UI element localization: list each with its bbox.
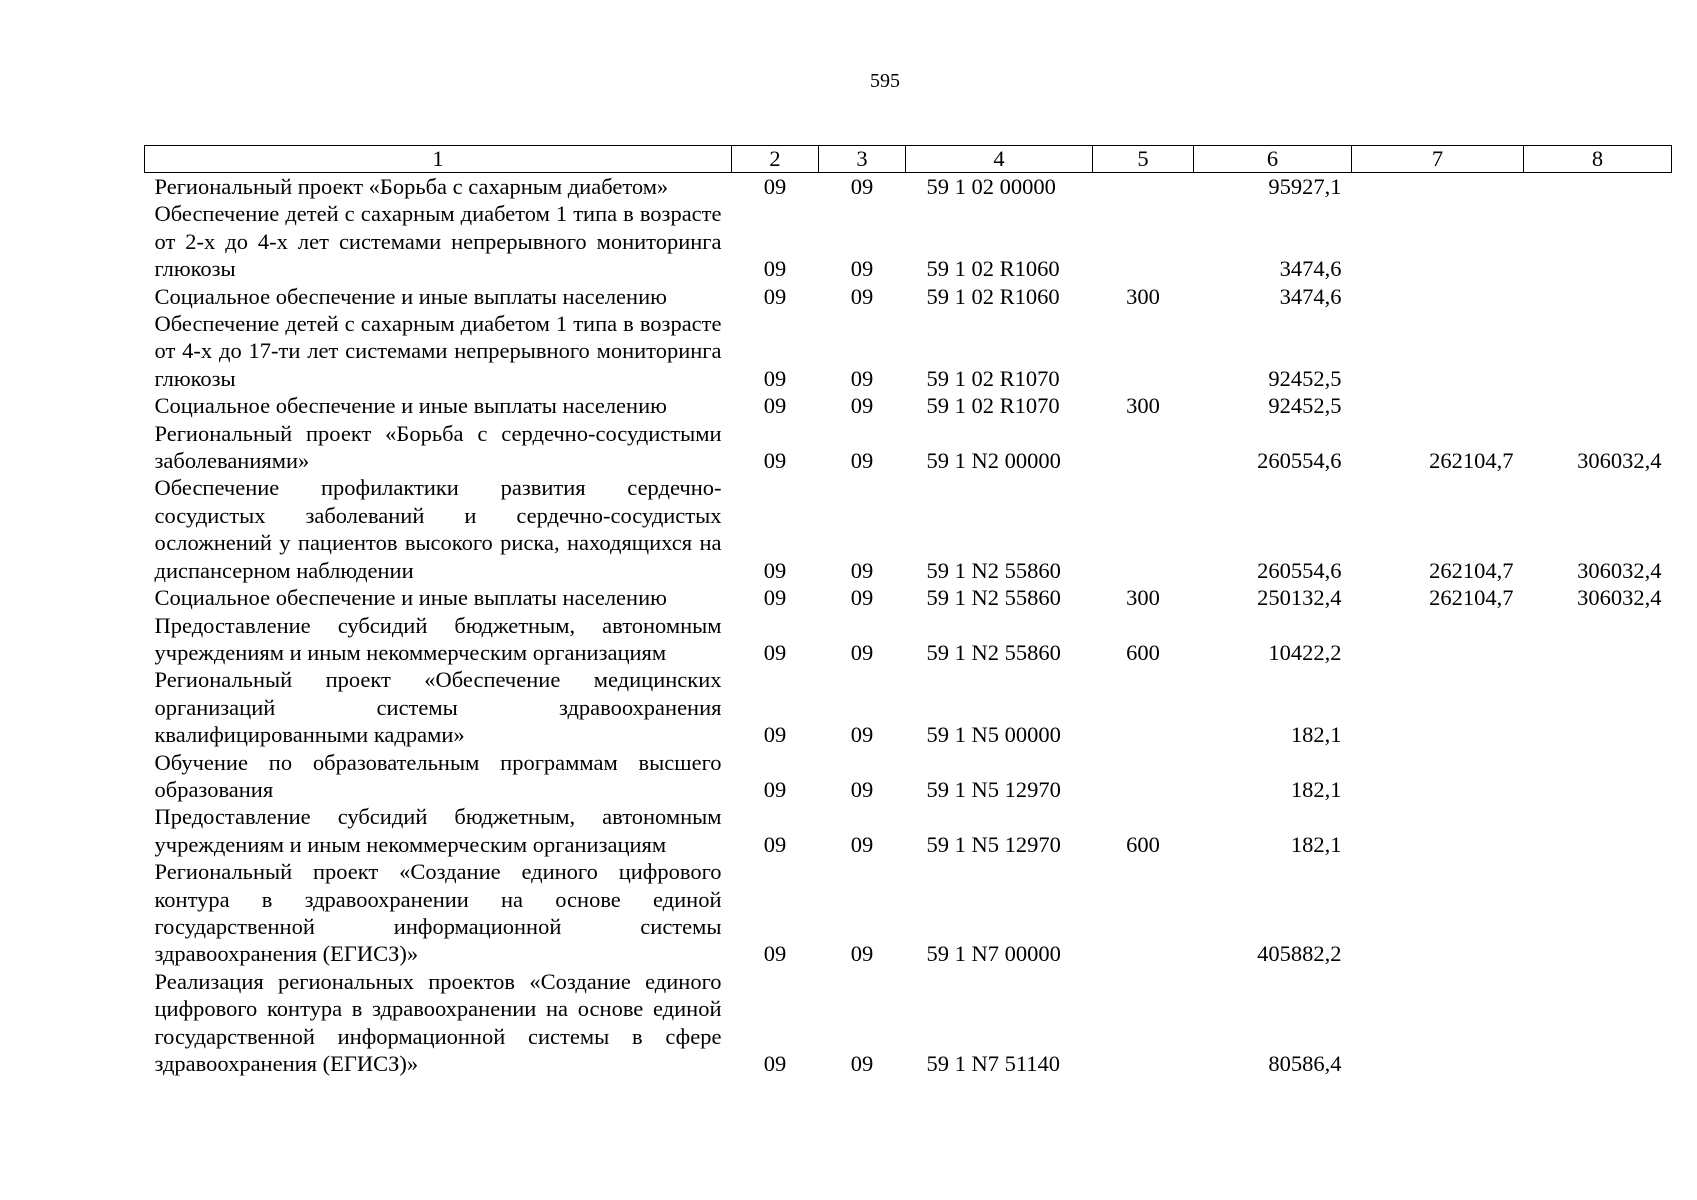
row-amount-3	[1524, 858, 1672, 968]
header-col-2: 2	[732, 146, 819, 173]
row-expense-type	[1093, 310, 1194, 392]
row-amount-2	[1352, 173, 1524, 201]
table-row	[145, 420, 1672, 475]
row-expense-type	[1093, 858, 1194, 968]
row-amount-2	[1352, 310, 1524, 392]
header-col-7: 7	[1352, 146, 1524, 173]
row-name: Обеспечение детей с сахарным диабетом 1 типа в возрасте от 2-х до 4-х лет системами непрерывного мониторинга глюкозы	[154, 201, 722, 282]
row-target-code: 59 1 N5 00000	[926, 722, 1061, 748]
table-row	[145, 749, 1672, 804]
row-expense-type	[1093, 474, 1194, 584]
row-amount-1: 182,1	[1290, 722, 1342, 748]
row-name: Обеспечение профилактики развития сердечно-сосудистых заболеваний и сердечно-сосудистых осложнений у пациентов высокого риска, находящихся на диспансерном наблюдении	[154, 475, 722, 583]
table-row	[145, 666, 1672, 748]
header-row	[145, 146, 1672, 173]
row-amount-1: 3474,6	[1279, 256, 1342, 282]
row-amount-2	[1352, 392, 1524, 419]
row-amount-2	[1352, 666, 1524, 748]
row-amount-3	[1524, 612, 1672, 667]
row-amount-2	[1352, 283, 1524, 310]
row-target-code: 59 1 N7 00000	[926, 941, 1061, 967]
row-subsection: 09	[850, 585, 874, 611]
row-name: Социальное обеспечение и иные выплаты населению	[154, 585, 667, 611]
header-col-4: 4	[906, 146, 1093, 173]
row-section: 09	[763, 585, 787, 611]
row-subsection: 09	[850, 174, 874, 199]
page-number: 595	[870, 70, 900, 92]
row-amount-1: 260554,6	[1257, 448, 1342, 474]
row-name: Социальное обеспечение и иные выплаты населению	[154, 283, 667, 309]
row-subsection: 09	[850, 365, 874, 391]
row-amount-2: 262104,7	[1429, 557, 1514, 583]
row-expense-type	[1093, 173, 1194, 201]
row-amount-1: 260554,6	[1257, 557, 1342, 583]
row-amount-1: 182,1	[1290, 831, 1342, 857]
row-subsection: 09	[850, 1051, 874, 1076]
row-name: Региональный проект «Обеспечение медицинских организаций системы здравоохранения квалифицированными кадрами»	[154, 667, 722, 748]
row-name: Предоставление субсидий бюджетным, автономным учреждениям и иным некоммерческим организациям	[154, 612, 722, 665]
row-subsection: 09	[850, 941, 874, 967]
row-amount-1: 3474,6	[1279, 283, 1342, 309]
row-target-code: 59 1 02 R1060	[926, 256, 1060, 282]
header-col-6: 6	[1194, 146, 1352, 173]
row-expense-type	[1093, 420, 1194, 475]
row-amount-1: 250132,4	[1257, 585, 1342, 611]
table-row	[145, 173, 1672, 201]
row-subsection: 09	[850, 448, 874, 474]
row-section: 09	[763, 256, 787, 282]
row-target-code: 59 1 N5 12970	[926, 776, 1061, 802]
row-name: Реализация региональных проектов «Создание единого цифрового контура в здравоохранении на основе единой государственной информационной системы в сфере здравоохранения (ЕГИСЗ)»	[154, 968, 722, 1076]
row-target-code: 59 1 N2 55860	[926, 639, 1061, 665]
table-row	[145, 283, 1672, 310]
row-section: 09	[763, 722, 787, 748]
row-amount-1: 80586,4	[1268, 1051, 1342, 1076]
row-expense-type	[1093, 666, 1194, 748]
row-expense-type	[1093, 749, 1194, 804]
table-header	[145, 146, 1672, 173]
row-subsection: 09	[850, 831, 874, 857]
row-subsection: 09	[850, 393, 874, 419]
table-row	[145, 200, 1672, 282]
row-target-code: 59 1 02 00000	[926, 174, 1056, 199]
table-row	[145, 392, 1672, 419]
row-section: 09	[763, 283, 787, 309]
row-section: 09	[763, 557, 787, 583]
row-name: Обеспечение детей с сахарным диабетом 1 типа в возрасте от 4-х до 17-ти лет системами непрерывного мониторинга глюкозы	[154, 311, 722, 391]
row-amount-3: 306032,4	[1577, 557, 1662, 583]
row-target-code: 59 1 N2 55860	[926, 585, 1061, 611]
row-amount-3	[1524, 283, 1672, 310]
row-section: 09	[763, 448, 787, 474]
table-row	[145, 474, 1672, 584]
row-amount-3	[1524, 968, 1672, 1078]
row-amount-1: 10422,2	[1268, 639, 1342, 665]
row-name: Обучение по образовательным программам высшего образования	[154, 749, 722, 802]
table-body	[145, 173, 1672, 1078]
row-amount-1: 182,1	[1290, 776, 1342, 802]
row-target-code: 59 1 N7 51140	[926, 1051, 1061, 1076]
header-col-8: 8	[1524, 146, 1672, 173]
row-section: 09	[763, 365, 787, 391]
row-expense-type	[1093, 200, 1194, 282]
row-subsection: 09	[850, 639, 874, 665]
row-amount-3: 306032,4	[1577, 585, 1662, 611]
row-section: 09	[763, 941, 787, 967]
row-section: 09	[763, 174, 787, 199]
row-amount-2	[1352, 200, 1524, 282]
row-subsection: 09	[850, 256, 874, 282]
row-section: 09	[763, 639, 787, 665]
row-expense-type: 600	[1126, 639, 1160, 665]
table-row	[145, 968, 1672, 1078]
table-row	[145, 858, 1672, 968]
row-target-code: 59 1 02 R1070	[926, 365, 1060, 391]
row-amount-3	[1524, 392, 1672, 419]
row-target-code: 59 1 02 R1060	[926, 283, 1060, 309]
row-amount-3	[1524, 803, 1672, 858]
row-subsection: 09	[850, 557, 874, 583]
row-section: 09	[763, 393, 787, 419]
row-amount-3	[1524, 749, 1672, 804]
row-expense-type	[1093, 968, 1194, 1078]
row-name: Социальное обеспечение и иные выплаты населению	[154, 393, 667, 419]
row-amount-2	[1352, 612, 1524, 667]
row-expense-type: 300	[1126, 585, 1160, 611]
row-amount-2	[1352, 858, 1524, 968]
row-subsection: 09	[850, 722, 874, 748]
row-amount-2	[1352, 803, 1524, 858]
table-row	[145, 612, 1672, 667]
row-amount-3: 306032,4	[1577, 448, 1662, 474]
row-expense-type: 300	[1126, 283, 1160, 309]
row-section: 09	[763, 1051, 787, 1076]
row-amount-1: 95927,1	[1268, 174, 1342, 199]
row-amount-3	[1524, 310, 1672, 392]
row-name: Региональный проект «Борьба с сахарным диабетом»	[154, 174, 669, 199]
header-col-3: 3	[819, 146, 906, 173]
row-amount-3	[1524, 200, 1672, 282]
table-row	[145, 310, 1672, 392]
row-amount-3	[1524, 666, 1672, 748]
table-row	[145, 803, 1672, 858]
row-amount-1: 405882,2	[1257, 941, 1342, 967]
row-subsection: 09	[850, 776, 874, 802]
budget-table	[144, 145, 1672, 1077]
row-amount-2	[1352, 968, 1524, 1078]
row-amount-2	[1352, 749, 1524, 804]
row-subsection: 09	[850, 283, 874, 309]
row-name: Региональный проект «Борьба с сердечно-сосудистыми заболеваниями»	[154, 420, 722, 474]
row-amount-2: 262104,7	[1429, 448, 1514, 474]
row-name: Предоставление субсидий бюджетным, автономным учреждениям и иным некоммерческим организациям	[154, 804, 722, 857]
row-amount-1: 92452,5	[1268, 393, 1342, 419]
row-section: 09	[763, 776, 787, 802]
row-expense-type: 600	[1126, 831, 1160, 857]
row-target-code: 59 1 02 R1070	[926, 393, 1060, 419]
row-amount-1: 92452,5	[1268, 365, 1342, 391]
row-name: Региональный проект «Создание единого цифрового контура в здравоохранении на основе единой государственной информационной системы здравоохранения (ЕГИСЗ)»	[154, 859, 722, 967]
header-col-1: 1	[145, 146, 732, 173]
row-target-code: 59 1 N2 55860	[926, 557, 1061, 583]
row-expense-type: 300	[1126, 393, 1160, 419]
row-target-code: 59 1 N5 12970	[926, 831, 1061, 857]
row-amount-2: 262104,7	[1429, 585, 1514, 611]
table-row	[145, 584, 1672, 611]
row-amount-3	[1524, 173, 1672, 201]
row-section: 09	[763, 831, 787, 857]
row-target-code: 59 1 N2 00000	[926, 448, 1061, 474]
header-col-5: 5	[1093, 146, 1194, 173]
